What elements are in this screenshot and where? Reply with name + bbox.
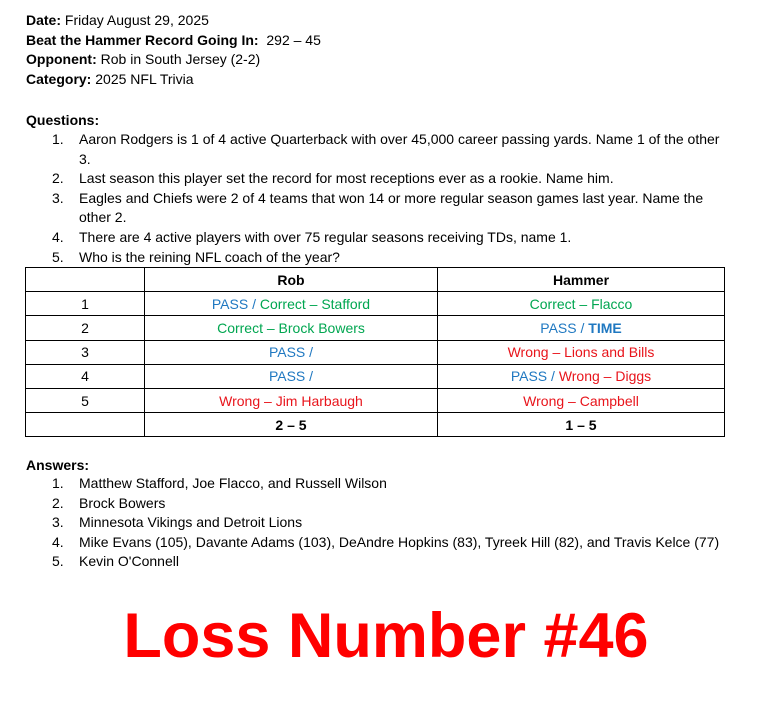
hammer-result-segment: PASS [510, 368, 548, 385]
question-text: Last season this player set the record for most receptions ever as a rookie. Name him. [79, 170, 614, 187]
answer-text: Matthew Stafford, Joe Flacco, and Russell Wilson [79, 475, 387, 491]
opponent-line [26, 50, 321, 70]
rob-result-cell [145, 388, 438, 412]
rob-result-cell [145, 340, 438, 364]
table-row [26, 388, 725, 412]
question-number: 1. [52, 131, 64, 147]
row-number-cell: 5 [26, 388, 145, 412]
date-label: Date: [26, 12, 62, 28]
answer-item [52, 474, 732, 494]
question-number: 3. [52, 189, 64, 206]
rob-result-segment: Correct – Brock Bowers [217, 319, 365, 336]
rob-result-cell [145, 292, 438, 316]
question-item [52, 169, 722, 189]
rob-result-segment: Correct – Stafford [259, 295, 371, 312]
rob-result-segment: PASS / [268, 368, 314, 385]
answers-list [52, 474, 732, 572]
answer-item [52, 533, 732, 553]
table-row [26, 316, 725, 340]
answer-text: Minnesota Vikings and Detroit Lions [79, 514, 303, 531]
question-number: 5. [52, 248, 64, 265]
answer-item [52, 494, 732, 514]
answer-text: Kevin O'Connell [79, 553, 179, 570]
question-text: Who is the reining NFL coach of the year? [79, 248, 340, 265]
hammer-result-cell [438, 316, 725, 340]
answer-number: 2. [52, 494, 64, 511]
category-value: 2025 NFL Trivia [91, 70, 194, 87]
answer-text: Mike Evans (105), Davante Adams (103), DeAndre Hopkins (83), Tyreek Hill (82), and Travis Kelce (77) [79, 533, 720, 550]
question-text: There are 4 active players with over 75 regular seasons receiving TDs, name 1. [79, 228, 572, 245]
answer-item [52, 552, 732, 572]
record-value: 292 – 45 [258, 31, 321, 48]
table-totals-row [26, 413, 725, 437]
hammer-result-cell [438, 388, 725, 412]
question-text: Aaron Rodgers is 1 of 4 active Quarterback with over 45,000 career passing yards. Name 1 of the other 3. [79, 131, 720, 167]
hammer-result-segment: Wrong – Diggs [558, 368, 652, 385]
hammer-result-segment: Wrong – Lions and Bills [507, 344, 655, 361]
rob-result-segment: Wrong – Jim Harbaugh [219, 392, 363, 409]
rob-result-segment: / [248, 295, 260, 312]
header-cell-hammer: Hammer [438, 268, 725, 292]
answer-number: 5. [52, 553, 64, 570]
table-row [26, 292, 725, 316]
rob-result-segment: PASS [211, 295, 249, 312]
date-line [26, 11, 321, 31]
hammer-result-segment: TIME [588, 319, 622, 336]
question-item [52, 130, 722, 169]
header-cell-blank [26, 268, 145, 292]
row-number-cell: 2 [26, 316, 145, 340]
record-label: Beat the Hammer Record Going In: [26, 31, 259, 48]
table-header-row [26, 268, 725, 292]
rob-result-cell [145, 364, 438, 388]
question-item [52, 189, 722, 228]
answers-heading: Answers: [26, 457, 90, 473]
question-text: Eagles and Chiefs were 2 of 4 teams that won 14 or more regular season games last year. Name the other 2. [79, 189, 704, 226]
opponent-label: Opponent: [26, 51, 97, 68]
hammer-result-cell [438, 292, 725, 316]
hammer-result-segment: PASS / [540, 319, 589, 336]
category-label: Category: [26, 70, 92, 87]
hammer-result-cell [438, 340, 725, 364]
record-line [26, 31, 321, 51]
row-number-cell: 3 [26, 340, 145, 364]
hammer-result-cell [438, 364, 725, 388]
header-cell-rob: Rob [145, 268, 438, 292]
loss-banner: Loss Number #46 [123, 601, 649, 671]
row-number-cell: 4 [26, 364, 145, 388]
answer-item [52, 513, 732, 533]
hammer-result-segment: / [547, 368, 559, 385]
totals-cell-rob: 2 – 5 [145, 413, 438, 437]
question-item [52, 228, 722, 248]
table-row [26, 364, 725, 388]
answer-number: 3. [52, 514, 64, 531]
meta-block [26, 11, 321, 89]
totals-cell-blank [26, 413, 145, 437]
answer-text: Brock Bowers [79, 494, 166, 511]
row-number-cell: 1 [26, 292, 145, 316]
category-line [26, 70, 321, 90]
questions-heading: Questions: [26, 112, 100, 128]
question-number: 2. [52, 170, 64, 187]
totals-cell-hammer: 1 – 5 [438, 413, 725, 437]
answer-number: 4. [52, 533, 64, 550]
question-number: 4. [52, 228, 64, 245]
question-item [52, 248, 722, 268]
questions-list [52, 130, 722, 267]
score-table [25, 267, 725, 437]
opponent-value: Rob in South Jersey (2-2) [96, 51, 261, 68]
date-value: Friday August 29, 2025 [61, 12, 209, 28]
rob-result-cell [145, 316, 438, 340]
answer-number: 1. [52, 475, 64, 491]
rob-result-segment: PASS / [268, 344, 314, 361]
hammer-result-segment: Correct – Flacco [529, 295, 633, 312]
table-row [26, 340, 725, 364]
hammer-result-segment: Wrong – Campbell [523, 392, 639, 409]
